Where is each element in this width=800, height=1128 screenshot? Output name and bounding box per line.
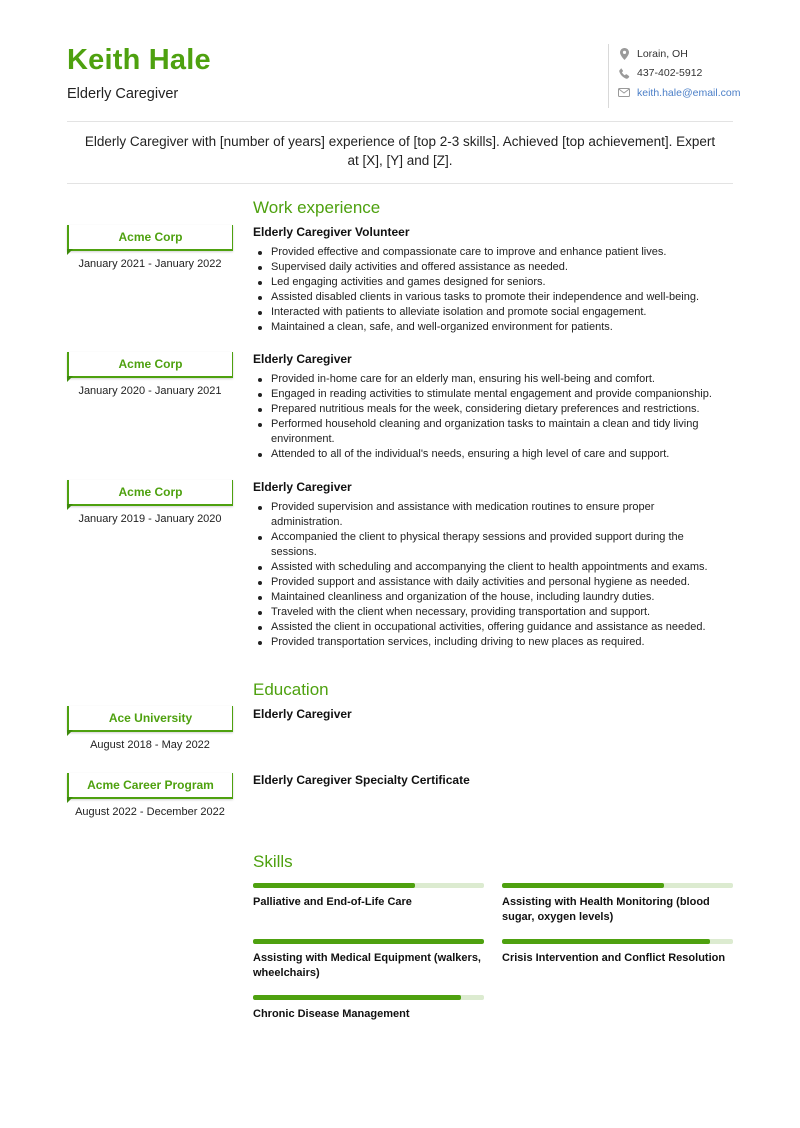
phone-text: 437-402-5912 [637,67,703,80]
bullet-item: Provided transportation services, including driving to new places as required. [253,635,723,650]
bullet-item: Accompanied the client to physical therapy sessions and provided support during the sessions. [253,530,723,560]
school-flag: Acme Career Program [67,773,233,799]
bullet-item: Assisted the client in occupational activities, offering guidance and assistance as needed. [253,620,723,635]
bullet-item: Maintained a clean, safe, and well-organized environment for patients. [253,320,723,335]
bullet-item: Maintained cleanliness and organization of the house, including laundry duties. [253,590,723,605]
job-bullets [253,372,723,462]
summary-text: Elderly Caregiver with [number of years] experience of [top 2-3 skills]. Achieved [top achievement]. Expert at [X], [Y] and [Z]. [84,134,716,168]
job-role: Elderly Caregiver [253,352,352,366]
skill-bar [502,939,733,944]
bullet-item: Prepared nutritious meals for the week, considering dietary preferences and restrictions. [253,402,723,417]
skill-item [502,939,733,966]
skill-bar-fill [502,939,710,944]
bullet-item: Assisted with scheduling and accompanying the client to health appointments and exams. [253,560,723,575]
company-flag: Acme Corp [67,480,233,506]
school-flag: Ace University [67,706,233,732]
education-dates: August 2022 - December 2022 [75,806,225,818]
job-bullets [253,245,723,335]
bullet-item: Attended to all of the individual's needs, ensuring a high level of care and support. [253,447,723,462]
skill-item [502,883,733,925]
job-dates: January 2019 - January 2020 [78,513,222,525]
summary-divider [67,183,733,184]
job-role: Elderly Caregiver Volunteer [253,225,410,239]
bullet-item: Provided support and assistance with daily activities and personal hygiene as needed. [253,575,723,590]
bullet-item: Provided supervision and assistance with medication routines to ensure proper administration. [253,500,723,530]
bullet-item: Provided in-home care for an elderly man, ensuring his well-being and comfort. [253,372,723,387]
bullet-item: Led engaging activities and games designed for seniors. [253,275,723,290]
skill-bar-fill [502,883,664,888]
job-dates: January 2021 - January 2022 [78,258,222,270]
education-section-title: Education [253,680,329,699]
contact-phone [618,64,748,84]
bullet-item: Interacted with patients to alleviate isolation and promote social engagement. [253,305,723,320]
skill-bar-fill [253,883,415,888]
bullet-item: Engaged in reading activities to stimulate mental engagement and provide companionship. [253,387,723,402]
skill-label: Palliative and End-of-Life Care [253,896,412,908]
skill-bar [502,883,733,888]
job-role: Elderly Caregiver [253,480,352,494]
skill-bar [253,995,484,1000]
bullet-item: Assisted disabled clients in various tasks to promote their independence and well-being. [253,290,723,305]
candidate-name: Keith Hale [67,44,211,76]
bullet-item: Supervised daily activities and offered assistance as needed. [253,260,723,275]
bullet-item: Provided effective and compassionate care to improve and enhance patient lives. [253,245,723,260]
job-dates: January 2020 - January 2021 [78,385,222,397]
skill-bar-fill [253,995,461,1000]
contact-location [618,44,748,64]
skill-item [253,883,484,910]
contact-block [608,44,748,108]
location-pin-icon [618,48,630,60]
skill-label: Assisting with Health Monitoring (blood sugar, oxygen levels) [502,896,710,923]
company-flag: Acme Corp [67,352,233,378]
skill-bar [253,883,484,888]
company-flag: Acme Corp [67,225,233,251]
degree-title: Elderly Caregiver Specialty Certificate [253,773,470,787]
header-divider [67,121,733,122]
skill-bar-fill [253,939,484,944]
bullet-item: Performed household cleaning and organization tasks to maintain a clean and tidy living environment. [253,417,723,447]
education-dates: August 2018 - May 2022 [90,739,210,751]
phone-icon [618,67,630,79]
skill-bar [253,939,484,944]
skill-label: Chronic Disease Management [253,1008,410,1020]
contact-email [618,83,748,103]
job-bullets [253,500,723,650]
degree-title: Elderly Caregiver [253,707,352,721]
bullet-item: Traveled with the client when necessary, providing transportation and support. [253,605,723,620]
skill-label: Crisis Intervention and Conflict Resolution [502,952,726,964]
work-section-title: Work experience [253,198,381,217]
skill-item [253,995,484,1022]
email-link[interactable]: keith.hale@email.com [637,86,741,99]
candidate-title: Elderly Caregiver [67,86,179,102]
skill-item [253,939,484,981]
skills-section-title: Skills [253,852,293,871]
envelope-icon [618,87,630,99]
location-text: Lorain, OH [637,47,688,60]
skill-label: Assisting with Medical Equipment (walkers, wheelchairs) [253,952,481,979]
